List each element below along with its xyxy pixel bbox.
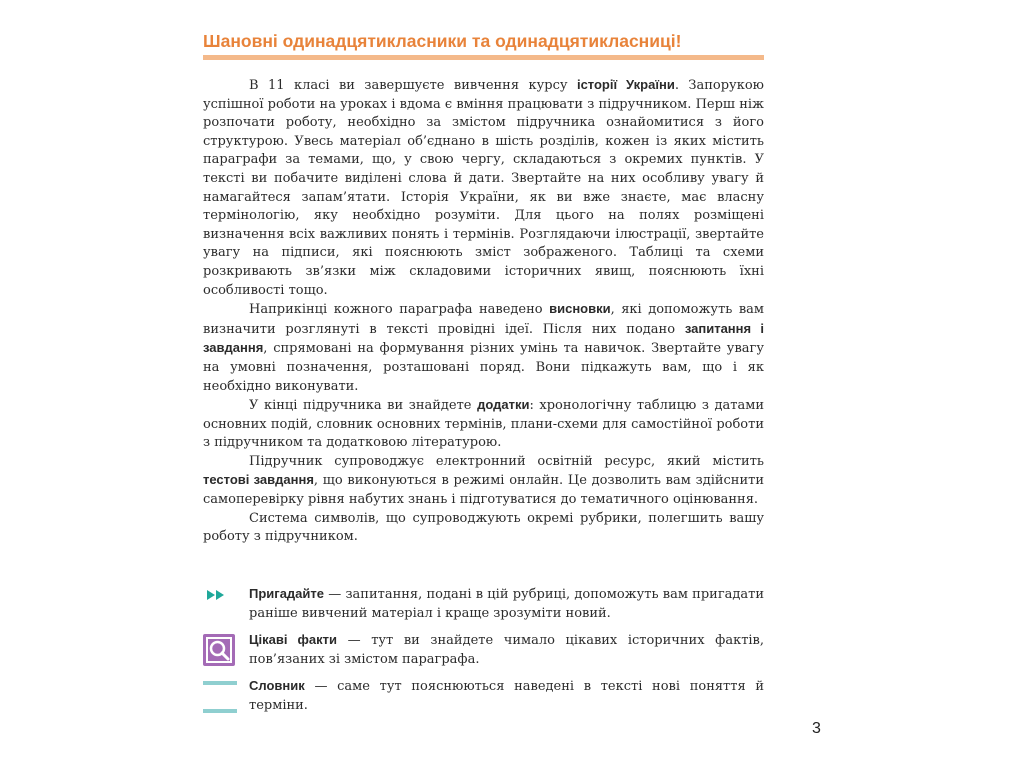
legend-dictionary <box>203 677 764 715</box>
p1-text-a: В 11 класі ви завершуєте вивчення курсу <box>249 78 577 93</box>
p4-text-a: Підручник супроводжує електронний освітній ресурс, який містить <box>249 453 764 469</box>
paragraph-4 <box>203 453 764 510</box>
p2-keyword-conclusions: висновки <box>549 301 611 317</box>
p4-keyword-tests: тестові завдання <box>203 472 314 488</box>
p3-text-b: : хронологічну таблицю з датами основних подій, словник основних термінів, плани-схеми для самостійної роботи з підручником та додатковою літературою. <box>203 398 764 451</box>
legend-remember <box>203 585 764 623</box>
facts-text: — тут ви знайдете чимало цікавих історичних фактів, пов’язаних зі змістом параграфа. <box>249 633 765 667</box>
page-number: 3 <box>812 720 821 737</box>
remember-text: — запитання, подані в цій рубриці, допоможуть вам пригадати раніше вивчений матеріал і краще зрозуміти новий. <box>249 587 764 621</box>
p3-keyword-appendices: додатки <box>477 397 530 413</box>
paragraph-3 <box>203 396 764 453</box>
magnifier-icon <box>203 634 235 666</box>
p2-text-b: , які допоможуть вам визначити розглянуті в тексті провідні ідеї. Після них подано <box>203 302 764 337</box>
paragraph-5: Система символів, що супроводжують окремі рубрики, полегшить вашу роботу з підручником. <box>203 510 764 545</box>
p4-text-b: , що виконуються в режимі онлайн. Це дозволить вам здійснити самоперевірку рівня набутих знань і підготуватися до тематичного оцінювання. <box>203 473 764 508</box>
legend-facts <box>203 631 764 669</box>
p2-text-c: , спрямовані на формування різних умінь та навичок. Звертайте увагу на умовні позначення, розташовані поряд. Вони підкажуть вам, що і як необхідно виконувати. <box>203 341 764 394</box>
paragraph-2 <box>203 300 764 396</box>
double-play-icon <box>205 587 229 603</box>
p2-text-a: Наприкінці кожного параграфа наведено <box>249 302 550 318</box>
p1-keyword-history: історії України <box>576 77 675 92</box>
dictionary-bars-icon <box>203 677 237 717</box>
remember-label: Пригадайте <box>249 586 324 601</box>
dictionary-text: — саме тут пояснюються наведені в тексті нові поняття й терміни. <box>249 679 764 713</box>
title-underline <box>203 55 764 60</box>
p1-text-b: . Запорукою успішної роботи на уроках і вдома є вміння працювати з підручником. Перш ніж розпочати роботу, необхідно за змістом підручника ознайомитися з його структурою. Увесь матеріал об’єднано в шість розділів, кожен із яких містить параграфи за темами, що, у свою чергу, складаються з окремих пунктів. У тексті ви побачите виділені слова й дати. Звертайте на них особливу увагу й намагайтеся запам’ятати. Історія України, як ви вже знаєте, має власну термінологію, яку необхідно розуміти. Для цього на полях розміщені визначення всіх важливих понять і термінів. Розглядаючи ілюстрації, звертайте увагу на підписи, які пояснюють зміст зображеного. Таблиці та схеми розкривають зв’язки між складовими історичних явищ, пояснюють їхні особливості тощо. <box>203 78 764 298</box>
p3-text-a: У кінці підручника ви знайдете <box>249 398 478 414</box>
intro-text <box>203 76 764 547</box>
symbol-legend <box>203 585 764 716</box>
p2-keyword-questions: запитання і завдання <box>203 320 764 356</box>
dictionary-label: Словник <box>249 678 305 694</box>
facts-label: Цікаві факти <box>249 632 337 648</box>
paragraph-1 <box>203 76 764 300</box>
page-title: Шановні одинадцятикласники та одинадцятикласниці! <box>203 31 682 51</box>
